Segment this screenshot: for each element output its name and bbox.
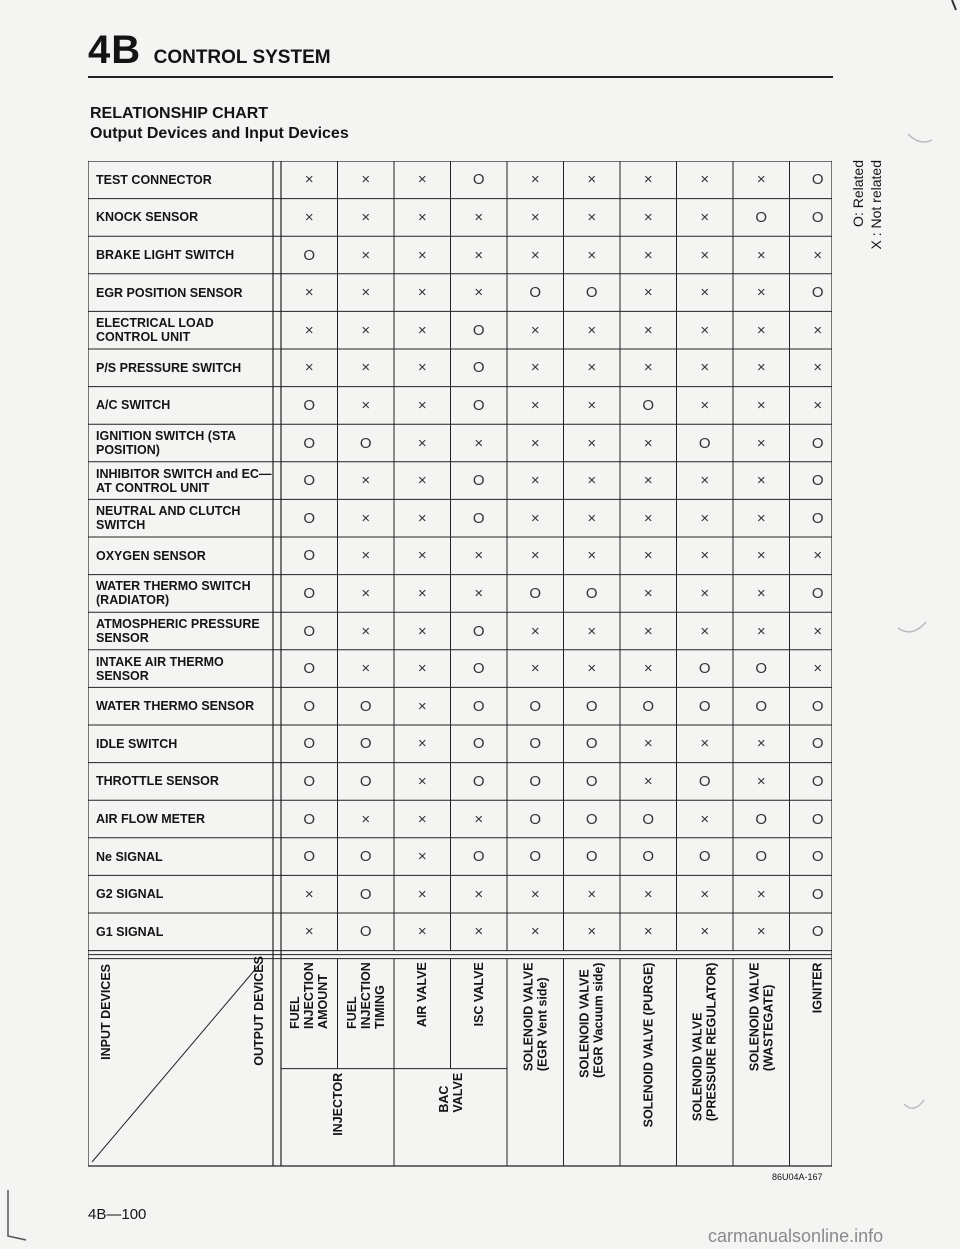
- related-mark: O: [811, 472, 824, 490]
- not-related-mark: ×: [361, 396, 371, 414]
- not-related-mark: ×: [643, 171, 653, 189]
- not-related-mark: ×: [813, 246, 823, 264]
- not-related-mark: ×: [587, 396, 597, 414]
- header-rule: [88, 76, 833, 78]
- not-related-mark: ×: [361, 547, 371, 565]
- output-group-header-line: BAC: [436, 1085, 451, 1113]
- not-related-mark: ×: [361, 359, 371, 377]
- not-related-mark: ×: [756, 284, 766, 302]
- row-label: G2 SIGNAL: [96, 887, 164, 902]
- related-mark: O: [472, 396, 485, 414]
- related-mark: O: [811, 208, 824, 226]
- not-related-mark: ×: [756, 885, 766, 903]
- not-related-mark: ×: [643, 584, 653, 602]
- related-mark: O: [303, 547, 316, 565]
- related-mark: O: [529, 848, 542, 866]
- related-mark: O: [529, 810, 542, 828]
- related-mark: O: [755, 810, 768, 828]
- output-devices-label: [248, 956, 270, 1156]
- output-column-header-line: SOLENOID VALVE (PURGE): [641, 962, 656, 1128]
- related-mark: O: [303, 246, 316, 264]
- not-related-mark: ×: [643, 735, 653, 753]
- row-label: AIR FLOW METER: [96, 811, 206, 826]
- not-related-mark: ×: [417, 772, 427, 790]
- not-related-mark: ×: [304, 885, 314, 903]
- output-column-header: [566, 963, 617, 1160]
- related-mark: O: [472, 622, 485, 640]
- related-mark: O: [585, 584, 598, 602]
- related-mark: O: [303, 810, 316, 828]
- chart-heading: RELATIONSHIP CHART: [90, 105, 269, 122]
- not-related-mark: ×: [417, 208, 427, 226]
- output-column-header-line: (EGR Vacuum side): [591, 962, 606, 1078]
- output-column-header: [623, 963, 674, 1160]
- row-label: KNOCK SENSOR: [96, 210, 199, 225]
- related-mark: O: [698, 848, 711, 866]
- not-related-mark: ×: [700, 472, 710, 490]
- output-column-header-line: (EGR Vent side): [535, 977, 550, 1072]
- not-related-mark: ×: [417, 697, 427, 715]
- row-label: NEUTRAL AND CLUTCH SWITCH: [96, 504, 241, 533]
- related-mark: O: [811, 772, 824, 790]
- page-header: [88, 28, 331, 73]
- not-related-mark: ×: [813, 622, 823, 640]
- not-related-mark: ×: [530, 923, 540, 941]
- output-devices-label-line: OUTPUT DEVICES: [252, 956, 266, 1066]
- related-mark: O: [472, 472, 485, 490]
- row-label: OXYGEN SENSOR: [96, 548, 206, 563]
- related-mark: O: [642, 848, 655, 866]
- not-related-mark: ×: [474, 885, 484, 903]
- related-mark: O: [529, 584, 542, 602]
- output-column-header-line: SOLENOID VALVE: [521, 962, 536, 1072]
- row-label: IDLE SWITCH: [96, 736, 178, 751]
- not-related-mark: ×: [756, 923, 766, 941]
- not-related-mark: ×: [813, 396, 823, 414]
- not-related-mark: ×: [417, 547, 427, 565]
- output-column-header-line: SOLENOID VALVE: [747, 962, 762, 1072]
- related-mark: O: [472, 171, 485, 189]
- related-mark: O: [359, 697, 372, 715]
- not-related-mark: ×: [587, 208, 597, 226]
- not-related-mark: ×: [700, 885, 710, 903]
- not-related-mark: ×: [643, 434, 653, 452]
- not-related-mark: ×: [643, 885, 653, 903]
- row-label: ATMOSPHERIC PRESSURE SENSOR: [96, 616, 260, 645]
- related-mark: O: [472, 848, 485, 866]
- related-mark: O: [811, 848, 824, 866]
- not-related-mark: ×: [361, 660, 371, 678]
- output-column-header: [792, 963, 843, 1160]
- related-mark: O: [303, 697, 316, 715]
- not-related-mark: ×: [756, 246, 766, 264]
- related-mark: O: [642, 697, 655, 715]
- not-related-mark: ×: [474, 284, 484, 302]
- not-related-mark: ×: [756, 171, 766, 189]
- related-mark: O: [811, 584, 824, 602]
- not-related-mark: ×: [304, 359, 314, 377]
- legend-not-related: X : Not related: [868, 160, 884, 250]
- related-mark: O: [698, 772, 711, 790]
- row-label: ELECTRICAL LOAD CONTROL UNIT: [96, 316, 214, 345]
- row-label: A/C SWITCH: [96, 398, 171, 413]
- row-label: G1 SIGNAL: [96, 924, 164, 939]
- output-column-header-line: AIR VALVE: [415, 962, 430, 1028]
- not-related-mark: ×: [813, 359, 823, 377]
- output-column-header: [454, 963, 505, 1065]
- related-mark: O: [585, 772, 598, 790]
- related-mark: O: [303, 509, 316, 527]
- row-label: WATER THERMO SENSOR: [96, 699, 255, 714]
- not-related-mark: ×: [700, 584, 710, 602]
- output-column-header: [397, 963, 448, 1065]
- not-related-mark: ×: [813, 660, 823, 678]
- not-related-mark: ×: [700, 396, 710, 414]
- not-related-mark: ×: [530, 246, 540, 264]
- related-mark: O: [472, 660, 485, 678]
- output-column-header-line: ISC VALVE: [471, 962, 486, 1027]
- not-related-mark: ×: [361, 622, 371, 640]
- not-related-mark: ×: [361, 171, 371, 189]
- not-related-mark: ×: [417, 284, 427, 302]
- related-mark: O: [811, 697, 824, 715]
- related-mark: O: [529, 772, 542, 790]
- output-group-header-line: VALVE: [450, 1072, 465, 1113]
- not-related-mark: ×: [474, 547, 484, 565]
- output-column-header-line: AMOUNT: [316, 974, 331, 1030]
- not-related-mark: ×: [756, 772, 766, 790]
- related-mark: O: [698, 434, 711, 452]
- output-column-header-line: INJECTION: [358, 962, 373, 1030]
- related-mark: O: [303, 622, 316, 640]
- section-title: CONTROL SYSTEM: [153, 47, 331, 68]
- related-mark: O: [811, 923, 824, 941]
- related-mark: O: [811, 434, 824, 452]
- output-column-header: [284, 963, 335, 1065]
- row-label: IGNITION SWITCH (STA POSITION): [96, 428, 236, 457]
- not-related-mark: ×: [530, 622, 540, 640]
- section-number: 4B: [88, 28, 142, 72]
- not-related-mark: ×: [587, 246, 597, 264]
- not-related-mark: ×: [417, 472, 427, 490]
- output-column-header: [736, 963, 787, 1160]
- not-related-mark: ×: [587, 434, 597, 452]
- not-related-mark: ×: [587, 509, 597, 527]
- row-label: INHIBITOR SWITCH and EC—AT CONTROL UNIT: [96, 466, 272, 495]
- not-related-mark: ×: [756, 547, 766, 565]
- not-related-mark: ×: [417, 848, 427, 866]
- not-related-mark: ×: [643, 509, 653, 527]
- not-related-mark: ×: [417, 735, 427, 753]
- related-mark: O: [359, 923, 372, 941]
- not-related-mark: ×: [643, 246, 653, 264]
- output-column-header-line: IGNITER: [810, 962, 825, 1014]
- related-mark: O: [472, 772, 485, 790]
- related-mark: O: [472, 359, 485, 377]
- not-related-mark: ×: [587, 923, 597, 941]
- figure-code: 86U04A-167: [772, 1172, 823, 1182]
- watermark: carmanualsonline.info: [708, 1226, 884, 1246]
- not-related-mark: ×: [417, 584, 427, 602]
- not-related-mark: ×: [587, 547, 597, 565]
- output-column-header-line: FUEL: [344, 996, 359, 1030]
- input-devices-label-line: INPUT DEVICES: [99, 963, 113, 1060]
- page-number: 4B—100: [88, 1206, 147, 1223]
- not-related-mark: ×: [700, 509, 710, 527]
- not-related-mark: ×: [587, 472, 597, 490]
- related-mark: O: [529, 697, 542, 715]
- output-column-header-line: (WASTEGATE): [761, 984, 776, 1072]
- not-related-mark: ×: [587, 885, 597, 903]
- output-column-header: [679, 963, 730, 1160]
- related-mark: O: [359, 772, 372, 790]
- output-column-header-line: (PRESSURE REGULATOR): [704, 962, 719, 1122]
- not-related-mark: ×: [361, 246, 371, 264]
- not-related-mark: ×: [417, 622, 427, 640]
- related-mark: O: [585, 284, 598, 302]
- related-mark: O: [811, 284, 824, 302]
- related-mark: O: [698, 660, 711, 678]
- not-related-mark: ×: [587, 660, 597, 678]
- related-mark: O: [585, 735, 598, 753]
- related-mark: O: [811, 509, 824, 527]
- not-related-mark: ×: [530, 509, 540, 527]
- related-mark: O: [811, 171, 824, 189]
- not-related-mark: ×: [474, 246, 484, 264]
- not-related-mark: ×: [474, 584, 484, 602]
- legend-related: O: Related: [850, 160, 866, 227]
- not-related-mark: ×: [361, 284, 371, 302]
- not-related-mark: ×: [700, 246, 710, 264]
- row-label: Ne SIGNAL: [96, 849, 163, 864]
- not-related-mark: ×: [304, 208, 314, 226]
- not-related-mark: ×: [474, 923, 484, 941]
- related-mark: O: [755, 697, 768, 715]
- related-mark: O: [585, 848, 598, 866]
- not-related-mark: ×: [530, 359, 540, 377]
- not-related-mark: ×: [530, 208, 540, 226]
- related-mark: O: [303, 396, 316, 414]
- not-related-mark: ×: [530, 321, 540, 339]
- not-related-mark: ×: [756, 321, 766, 339]
- input-devices-label: [95, 964, 117, 1114]
- not-related-mark: ×: [361, 208, 371, 226]
- not-related-mark: ×: [530, 885, 540, 903]
- related-mark: O: [811, 735, 824, 753]
- related-mark: O: [303, 660, 316, 678]
- not-related-mark: ×: [813, 547, 823, 565]
- not-related-mark: ×: [756, 622, 766, 640]
- not-related-mark: ×: [756, 434, 766, 452]
- not-related-mark: ×: [361, 584, 371, 602]
- not-related-mark: ×: [643, 208, 653, 226]
- not-related-mark: ×: [417, 810, 427, 828]
- not-related-mark: ×: [304, 284, 314, 302]
- not-related-mark: ×: [700, 622, 710, 640]
- related-mark: O: [303, 584, 316, 602]
- not-related-mark: ×: [643, 359, 653, 377]
- related-mark: O: [303, 434, 316, 452]
- not-related-mark: ×: [417, 246, 427, 264]
- not-related-mark: ×: [417, 509, 427, 527]
- relationship-chart: [88, 161, 832, 1168]
- not-related-mark: ×: [530, 434, 540, 452]
- not-related-mark: ×: [700, 171, 710, 189]
- related-mark: O: [359, 735, 372, 753]
- not-related-mark: ×: [700, 735, 710, 753]
- not-related-mark: ×: [530, 547, 540, 565]
- related-mark: O: [303, 772, 316, 790]
- not-related-mark: ×: [700, 284, 710, 302]
- related-mark: O: [472, 509, 485, 527]
- output-column-header-line: TIMING: [372, 985, 387, 1030]
- related-mark: O: [303, 848, 316, 866]
- not-related-mark: ×: [643, 772, 653, 790]
- related-mark: O: [359, 848, 372, 866]
- not-related-mark: ×: [474, 208, 484, 226]
- related-mark: O: [303, 735, 316, 753]
- output-column-header-line: SOLENOID VALVE: [577, 969, 592, 1078]
- related-mark: O: [359, 434, 372, 452]
- related-mark: O: [359, 885, 372, 903]
- related-mark: O: [585, 810, 598, 828]
- output-group-header-line: INJECTOR: [330, 1072, 345, 1136]
- not-related-mark: ×: [643, 284, 653, 302]
- not-related-mark: ×: [643, 622, 653, 640]
- legend: [848, 160, 888, 270]
- output-column-header-line: SOLENOID VALVE: [690, 1012, 705, 1122]
- related-mark: O: [698, 697, 711, 715]
- not-related-mark: ×: [587, 171, 597, 189]
- related-mark: O: [642, 810, 655, 828]
- not-related-mark: ×: [756, 396, 766, 414]
- not-related-mark: ×: [417, 660, 427, 678]
- row-label: THROTTLE SENSOR: [96, 774, 219, 789]
- not-related-mark: ×: [361, 321, 371, 339]
- related-mark: O: [642, 396, 655, 414]
- related-mark: O: [472, 735, 485, 753]
- output-column-header: [510, 963, 561, 1160]
- not-related-mark: ×: [643, 660, 653, 678]
- not-related-mark: ×: [587, 622, 597, 640]
- not-related-mark: ×: [756, 735, 766, 753]
- output-column-header-line: INJECTION: [302, 962, 317, 1030]
- not-related-mark: ×: [643, 547, 653, 565]
- related-mark: O: [472, 697, 485, 715]
- row-label: INTAKE AIR THERMO SENSOR: [96, 654, 224, 683]
- not-related-mark: ×: [700, 359, 710, 377]
- not-related-mark: ×: [361, 810, 371, 828]
- row-label: P/S PRESSURE SWITCH: [96, 360, 242, 375]
- not-related-mark: ×: [417, 171, 427, 189]
- corner-diagonal: [92, 963, 261, 1162]
- not-related-mark: ×: [304, 171, 314, 189]
- not-related-mark: ×: [643, 923, 653, 941]
- not-related-mark: ×: [530, 472, 540, 490]
- not-related-mark: ×: [417, 885, 427, 903]
- not-related-mark: ×: [756, 584, 766, 602]
- not-related-mark: ×: [417, 923, 427, 941]
- row-label: TEST CONNECTOR: [96, 172, 212, 187]
- output-group-header: [285, 1073, 390, 1160]
- related-mark: O: [811, 885, 824, 903]
- not-related-mark: ×: [813, 321, 823, 339]
- related-mark: O: [529, 735, 542, 753]
- row-label: BRAKE LIGHT SWITCH: [96, 247, 235, 262]
- chart-subheading: Output Devices and Input Devices: [90, 125, 349, 142]
- not-related-mark: ×: [700, 208, 710, 226]
- not-related-mark: ×: [756, 509, 766, 527]
- related-mark: O: [529, 284, 542, 302]
- not-related-mark: ×: [530, 660, 540, 678]
- related-mark: O: [585, 697, 598, 715]
- not-related-mark: ×: [700, 810, 710, 828]
- related-mark: O: [472, 321, 485, 339]
- related-mark: O: [755, 660, 768, 678]
- row-label: EGR POSITION SENSOR: [96, 285, 243, 300]
- not-related-mark: ×: [417, 359, 427, 377]
- not-related-mark: ×: [530, 396, 540, 414]
- not-related-mark: ×: [587, 321, 597, 339]
- output-column-header: [341, 963, 392, 1065]
- not-related-mark: ×: [417, 321, 427, 339]
- not-related-mark: ×: [304, 923, 314, 941]
- not-related-mark: ×: [756, 472, 766, 490]
- not-related-mark: ×: [700, 321, 710, 339]
- not-related-mark: ×: [643, 472, 653, 490]
- output-group-header: [398, 1073, 503, 1160]
- not-related-mark: ×: [530, 171, 540, 189]
- related-mark: O: [755, 208, 768, 226]
- output-column-header-line: FUEL: [288, 996, 303, 1030]
- not-related-mark: ×: [587, 359, 597, 377]
- row-label: WATER THERMO SWITCH (RADIATOR): [96, 579, 251, 608]
- not-related-mark: ×: [474, 434, 484, 452]
- not-related-mark: ×: [417, 396, 427, 414]
- related-mark: O: [755, 848, 768, 866]
- not-related-mark: ×: [474, 810, 484, 828]
- not-related-mark: ×: [643, 321, 653, 339]
- not-related-mark: ×: [361, 472, 371, 490]
- not-related-mark: ×: [361, 509, 371, 527]
- not-related-mark: ×: [756, 359, 766, 377]
- not-related-mark: ×: [304, 321, 314, 339]
- not-related-mark: ×: [417, 434, 427, 452]
- not-related-mark: ×: [700, 923, 710, 941]
- related-mark: O: [303, 472, 316, 490]
- related-mark: O: [811, 810, 824, 828]
- not-related-mark: ×: [700, 547, 710, 565]
